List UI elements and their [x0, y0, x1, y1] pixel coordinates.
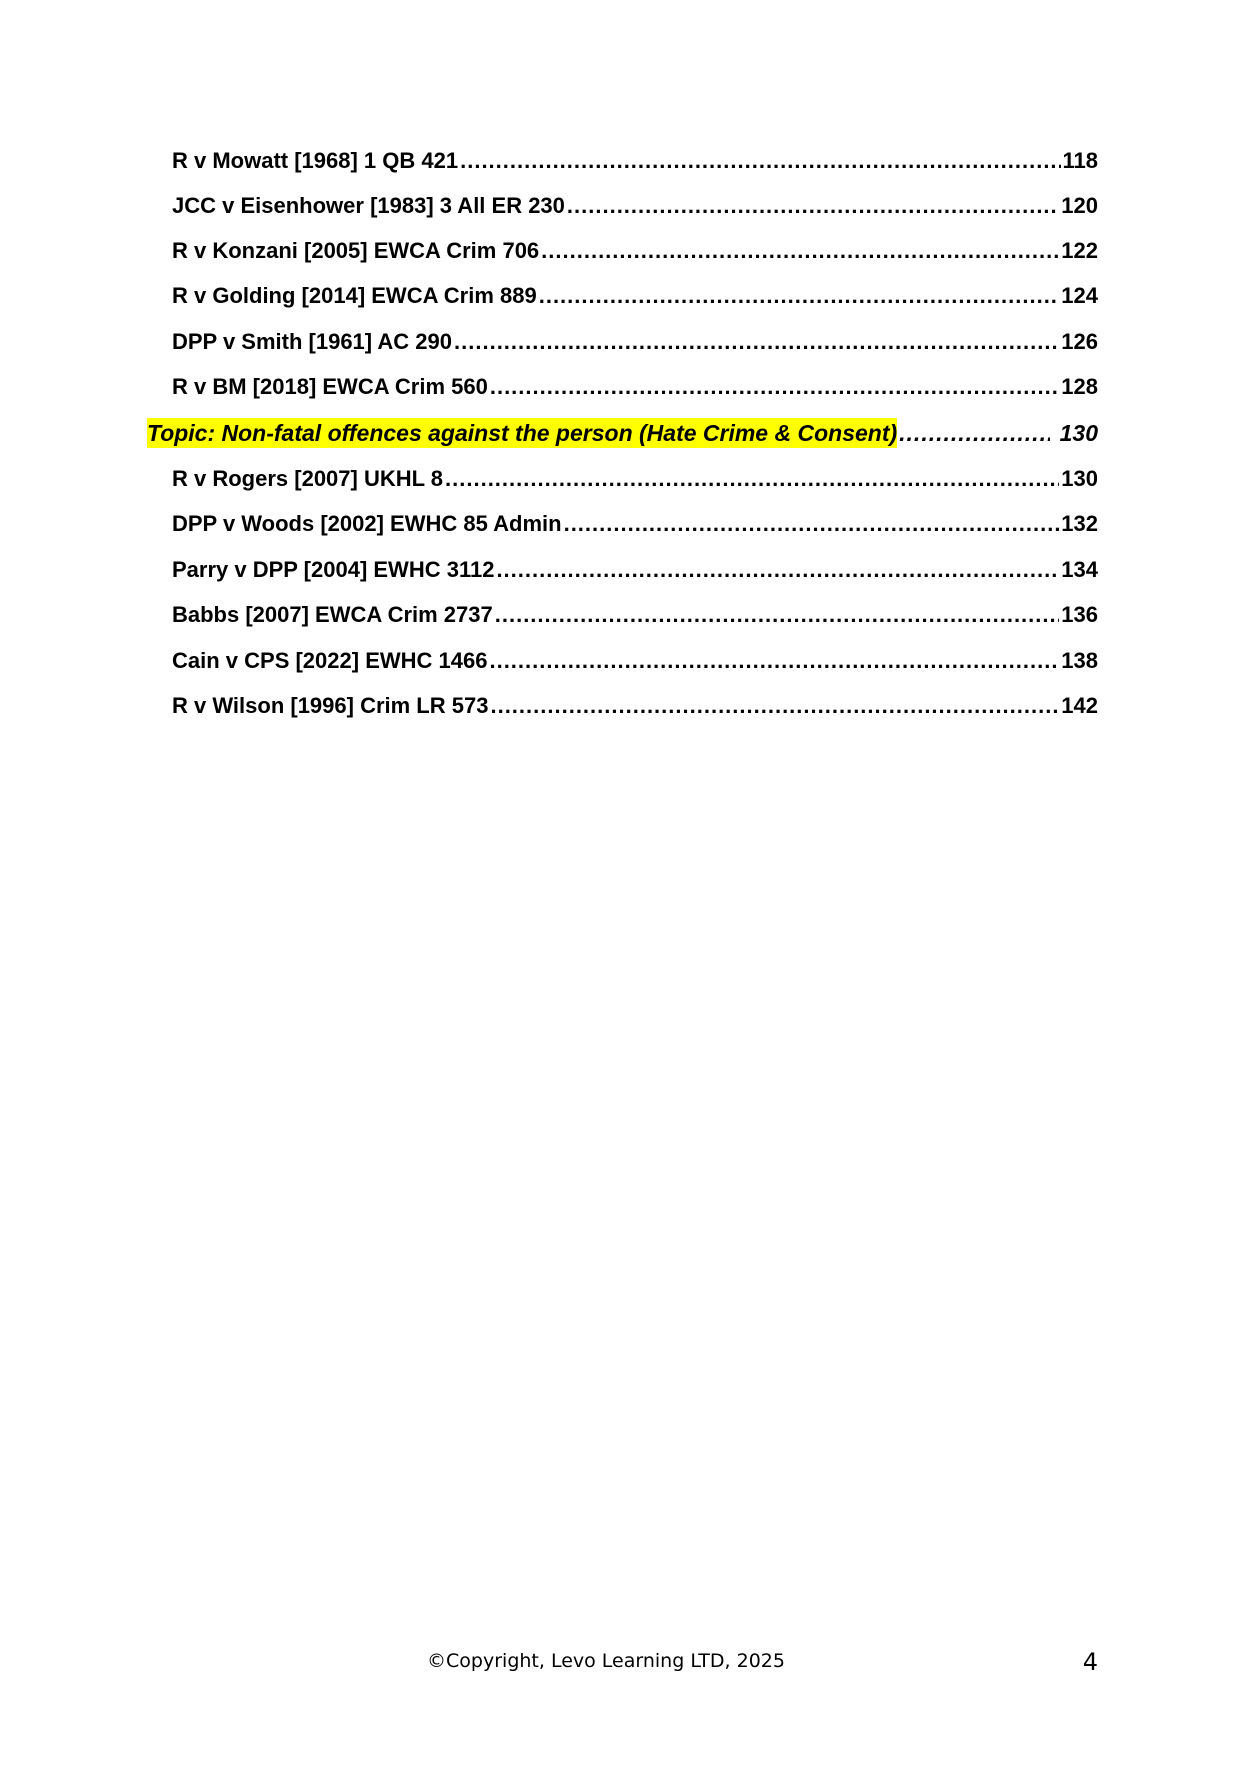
toc-entry[interactable] [172, 191, 1098, 221]
toc-topic-title: Topic: Non-fatal offences against the person (Hate Crime & Consent) [147, 420, 898, 446]
dot-leader [899, 418, 1049, 448]
toc-entry-page: 126 [1061, 329, 1098, 354]
dot-leader [460, 146, 1060, 176]
footer-copyright: ©Copyright, Levo Learning LTD, 2025 [427, 1650, 785, 1672]
toc-entry-page: 132 [1061, 511, 1098, 536]
toc-entry-title: R v Rogers [2007] UKHL 8 [172, 466, 444, 491]
toc-entry-page: 134 [1061, 557, 1098, 582]
toc-entry-page: 122 [1061, 238, 1098, 263]
toc-entry-page: 136 [1061, 602, 1098, 627]
toc-entry-page: 118 [1062, 148, 1098, 173]
dot-leader [454, 327, 1059, 357]
toc-entry-title: R v Golding [2014] EWCA Crim 889 [172, 283, 537, 308]
dot-leader [489, 646, 1059, 676]
toc-entry[interactable] [172, 555, 1098, 585]
toc-entry-page: 120 [1061, 193, 1098, 218]
dot-leader [564, 509, 1060, 539]
toc-entry[interactable] [172, 146, 1098, 176]
dot-leader [490, 372, 1059, 402]
toc-entry[interactable] [172, 646, 1098, 676]
toc-entry-page: 142 [1061, 693, 1098, 718]
toc-entry-title: JCC v Eisenhower [1983] 3 All ER 230 [172, 193, 565, 218]
dot-leader [541, 236, 1059, 266]
dot-leader [445, 464, 1059, 494]
toc-entry-title: Parry v DPP [2004] EWHC 3112 [172, 557, 495, 582]
toc-topic-heading[interactable] [147, 418, 1098, 448]
dot-leader [495, 600, 1060, 630]
toc-entry-title: R v Wilson [1996] Crim LR 573 [172, 693, 489, 718]
toc-topic-page: 130 [1059, 420, 1098, 446]
toc-entry-title: DPP v Smith [1961] AC 290 [172, 329, 453, 354]
toc-entry[interactable] [172, 691, 1098, 721]
dot-leader [567, 191, 1059, 221]
toc-entry-title: Babbs [2007] EWCA Crim 2737 [172, 602, 493, 627]
toc-entry-page: 124 [1061, 283, 1098, 308]
toc-entry-title: R v Mowatt [1968] 1 QB 421 [172, 148, 459, 173]
toc-entry-page: 128 [1061, 374, 1098, 399]
dot-leader [490, 691, 1059, 721]
toc-entry-title: R v Konzani [2005] EWCA Crim 706 [172, 238, 540, 263]
toc-entry[interactable] [172, 464, 1098, 494]
toc-entry[interactable] [172, 327, 1098, 357]
toc-entry-page: 130 [1061, 466, 1098, 491]
toc-entry-title: DPP v Woods [2002] EWHC 85 Admin [172, 511, 562, 536]
toc-entry[interactable] [172, 372, 1098, 402]
toc-entry[interactable] [172, 509, 1098, 539]
toc-entry-title: Cain v CPS [2022] EWHC 1466 [172, 648, 488, 673]
footer-page-number: 4 [1082, 1648, 1098, 1676]
toc-entry-page: 138 [1061, 648, 1098, 673]
dot-leader [496, 555, 1059, 585]
toc-entry-title: R v BM [2018] EWCA Crim 560 [172, 374, 488, 399]
dot-leader [539, 281, 1060, 311]
toc-entry[interactable] [172, 600, 1098, 630]
toc-entry[interactable] [172, 236, 1098, 266]
toc-entry[interactable] [172, 281, 1098, 311]
